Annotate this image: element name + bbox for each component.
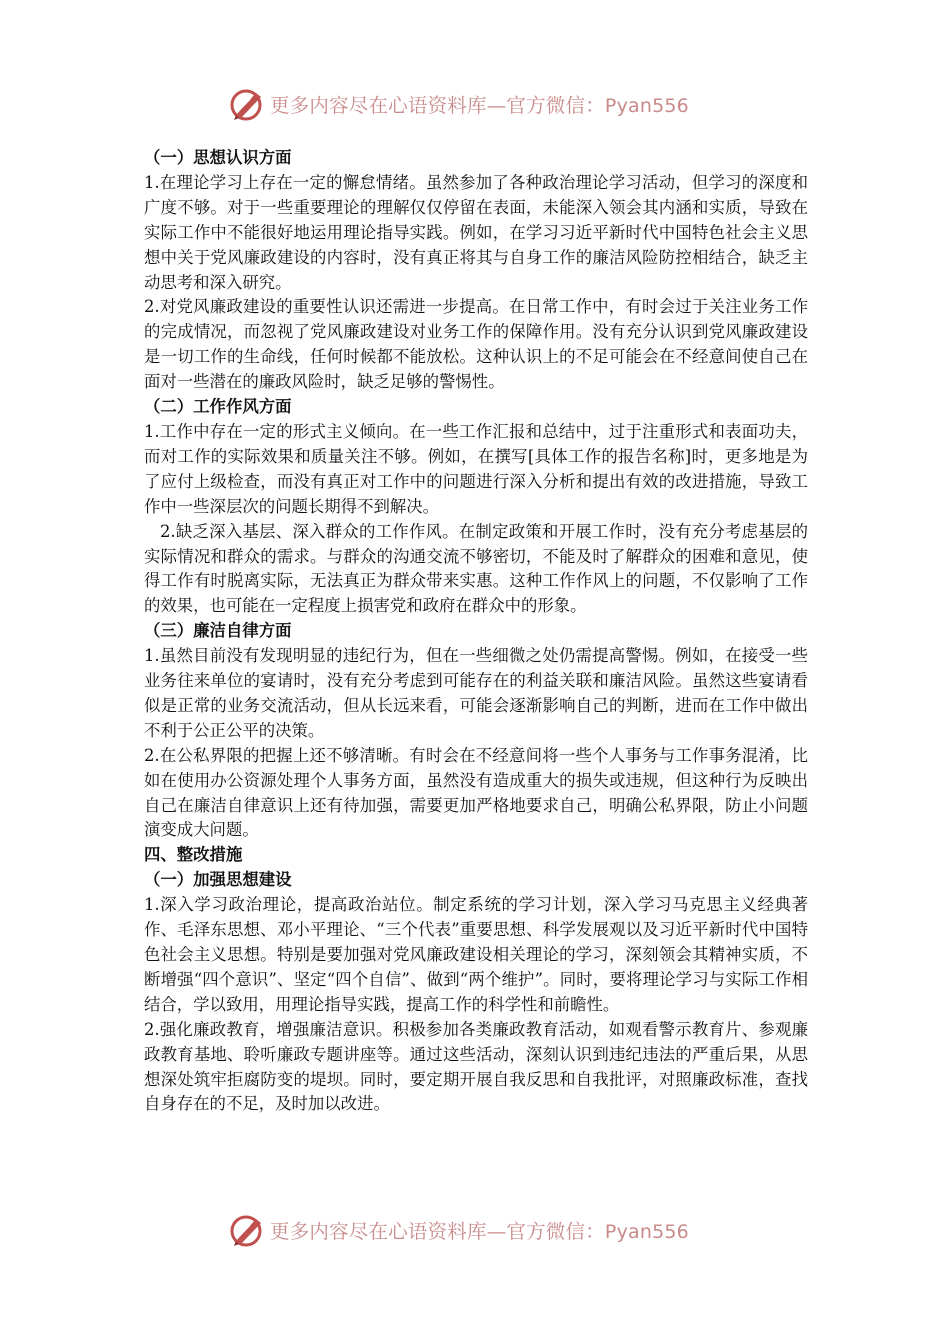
paragraph-integrity-1: 1.虽然目前没有发现明显的违纪行为，但在一些细微之处仍需提高警惕。例如，在接受一些业务往来单位的宴请时，没有充分考虑到可能存在的利益关联和廉洁风险。虽然这些宴请看似是正常的业务交流活动，但从长远来看，可能会逐渐影响自己的判断，进而在工作中做出不利于公正公平的决策。 <box>144 646 808 740</box>
pen-logo-icon <box>228 85 266 123</box>
paragraph-work-style-2: 2.缺乏深入基层、深入群众的工作作风。在制定政策和开展工作时，没有充分考虑基层的实际情况和群众的需求。与群众的沟通交流不够密切，不能及时了解群众的困难和意见，使得工作有时脱离实际，无法真正为群众带来实惠。这种工作作风上的问题，不仅影响了工作的效果，也可能在一定程度上损害党和政府在群众中的形象。 <box>144 521 808 616</box>
paragraph-ideology-2: 2.强化廉政教育，增强廉洁意识。积极参加各类廉政教育活动，如观看警示教育片、参观廉政教育基地、聆听廉政专题讲座等。通过这些活动，深刻认识到违纪违法的严重后果，从思想深处筑牢拒腐防变的堤坝。同时，要定期开展自我反思和自我批评，对照廉政标准，查找自身存在的不足，及时加以改进。 <box>144 1019 808 1114</box>
footer-banner <box>228 1210 748 1250</box>
document-body <box>144 146 808 1117</box>
section-heading-integrity: （三）廉洁自律方面 <box>144 621 292 641</box>
pen-logo-icon <box>228 1211 266 1249</box>
footer-wechat-id: Pyan556 <box>604 1221 689 1243</box>
header-banner <box>228 84 748 124</box>
header-banner-text: 更多内容尽在心语资料库—官方微信：Pyan556 <box>270 94 689 117</box>
paragraph-thinking-2: 2.对党风廉政建设的重要性认识还需进一步提高。在日常工作中，有时会过于关注业务工作的完成情况，而忽视了党风廉政建设对业务工作的保障作用。没有充分认识到党风廉政建设是一切工作的生命线，任何时候都不能放松。这种认识上的不足可能会在不经意间使自己在面对一些潜在的廉政风险时，缺乏足够的警惕性。 <box>144 297 808 392</box>
section-heading-work-style: （二）工作作风方面 <box>144 397 292 417</box>
section-heading-thinking: （一）思想认识方面 <box>144 148 292 167</box>
paragraph-integrity-2: 2.在公私界限的把握上还不够清晰。有时会在不经意间将一些个人事务与工作事务混淆，比如在使用办公资源处理个人事务方面，虽然没有造成重大的损失或违规，但这种行为反映出自己在廉洁自律意识上还有待加强，需要更加严格地要求自己，明确公私界限，防止小问题演变成大问题。 <box>144 745 808 840</box>
paragraph-ideology-1: 1.深入学习政治理论，提高政治站位。制定系统的学习计划，深入学习马克思主义经典著作、毛泽东思想、邓小平理论、“三个代表”重要思想、科学发展观以及习近平新时代中国特色社会主义思想。特别是要加强对党风廉政建设相关理论的学习，深刻领会其精神实质，不断增强“四个意识”、坚定“四个自信”、做到“两个维护”。同时，要将理论学习与实际工作相结合，学以致用，用理论指导实践，提高工作的科学性和前瞻性。 <box>144 895 808 1014</box>
footer-banner-text: 更多内容尽在心语资料库—官方微信：Pyan556 <box>270 1220 689 1243</box>
paragraph-work-style-1: 1.工作中存在一定的形式主义倾向。在一些工作汇报和总结中，过于注重形式和表面功夫，而对工作的实际效果和质量关注不够。例如，在撰写[具体工作的报告名称]时，更多地是为了应付上级检查，而没有真正对工作中的问题进行深入分析和提出有效的改进措施，导致工作中一些深层次的问题长期得不到解决。 <box>144 421 808 516</box>
paragraph-thinking-1: 1.在理论学习上存在一定的懈怠情绪。虽然参加了各种政治理论学习活动，但学习的深度和广度不够。对于一些重要理论的理解仅仅停留在表面，未能深入领会其内涵和实质，导致在实际工作中不能很好地运用理论指导实践。例如，在学习习近平新时代中国特色社会主义思想中关于党风廉政建设的内容时，没有真正将其与自身工作的廉洁风险防控相结合，缺乏主动思考和深入研究。 <box>144 172 808 292</box>
section-heading-ideology: （一）加强思想建设 <box>144 870 292 890</box>
header-wechat-id: Pyan556 <box>604 95 689 117</box>
chapter-heading-rectification: 四、整改措施 <box>144 845 243 865</box>
